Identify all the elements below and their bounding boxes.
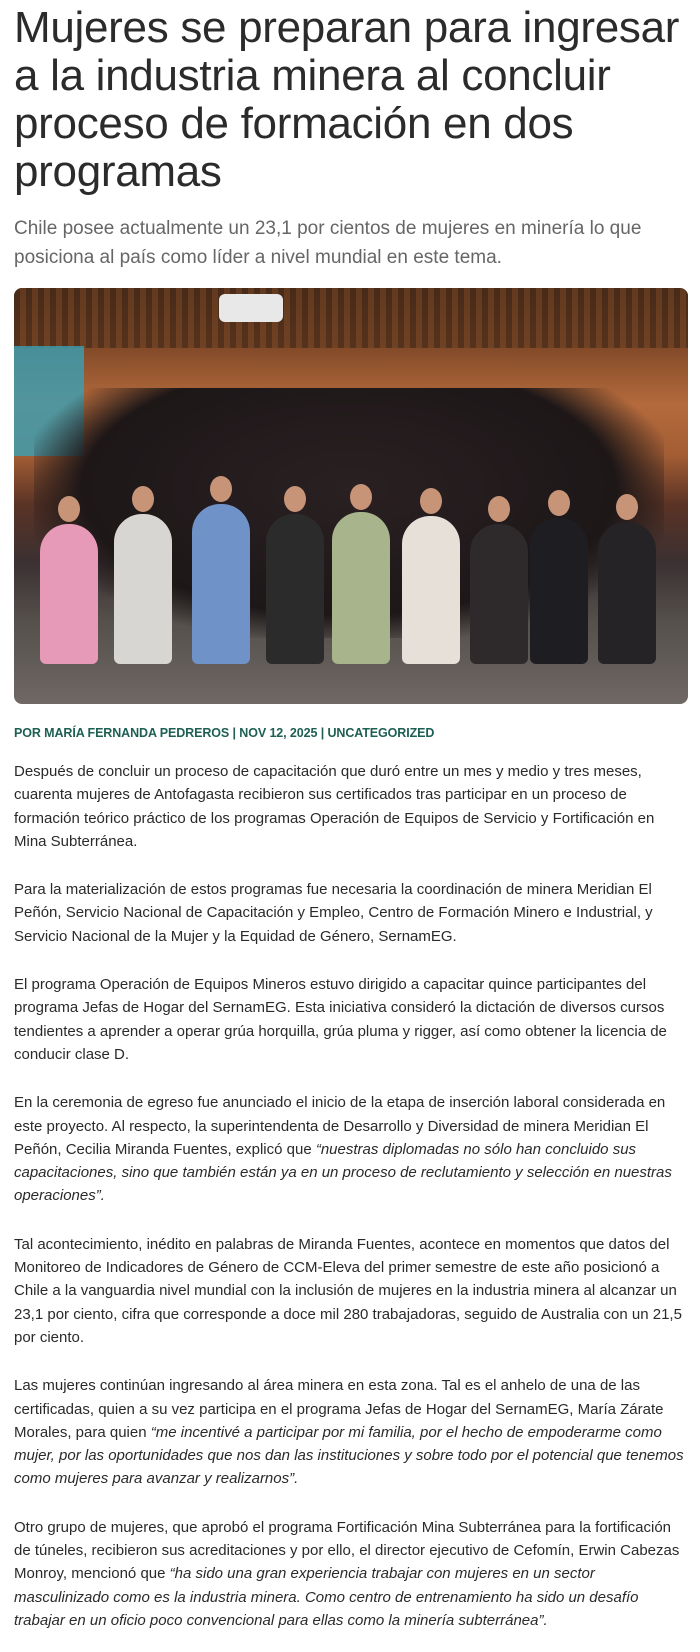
paragraph-quote: “nuestras diplomadas no sólo han concluido sus capacitaciones, sino que también están ya en un proceso de reclutamiento y selección en nuestras operaciones”. <box>14 1140 672 1205</box>
paragraph-text: En la ceremonia de egreso fue anunciado el inicio de la etapa de inserción laboral considerada en este proyecto. Al respecto, la superintendenta de Desarrollo y Diversidad de minera Meridian El Peñón, Cecilia Miranda Fuentes, explicó que <box>14 1094 666 1158</box>
paragraph <box>14 760 688 853</box>
paragraph <box>14 1233 688 1349</box>
photo-projector <box>219 294 283 322</box>
paragraph-text: Tal acontecimiento, inédito en palabras de Miranda Fuentes, acontece en momentos que datos del Monitoreo de Indicadores de Género de CCM-Eleva del primer semestre de este año posicionó a Chile a la vanguardia nivel mundial con la inclusión de mujeres en la industria minera al alcanzar un 23,1 por ciento, cifra que corresponde a doce mil 280 trabajadoras, seguido de Australia con un 21,5 por ciento. <box>14 1235 682 1346</box>
article-title: Mujeres se preparan para ingresar a la industria minera al concluir proceso de formación en dos programas <box>14 3 680 196</box>
article-meta <box>14 726 688 740</box>
article <box>0 4 700 1632</box>
paragraph <box>14 1091 688 1207</box>
category-link[interactable]: UNCATEGORIZED <box>327 726 435 740</box>
author-link[interactable]: POR MARÍA FERNANDA PEDREROS <box>14 726 230 740</box>
photo-person <box>114 514 172 664</box>
photo-person <box>598 522 656 664</box>
meta-separator: | <box>320 726 325 740</box>
article-subtitle: Chile posee actualmente un 23,1 por cientos de mujeres en minería lo que posiciona al país como líder a nivel mundial en este tema. <box>14 218 642 268</box>
paragraph-text: Después de concluir un proceso de capacitación que duró entre un mes y medio y tres meses, cuarenta mujeres de Antofagasta recibieron sus certificados tras participar en un proceso de formación teórico práctico de los programas Operación de Equipos de Servicio y Fortificación en Mina Subterránea. <box>14 763 655 850</box>
paragraph-quote: “me incentivé a participar por mi familia, por el hecho de empoderarme como mujer, por las oportunidades que nos dan las instituciones y sobre todo por el potencial que tenemos como mujeres para avanzar y realizarnos”. <box>14 1423 684 1488</box>
paragraph-text: Las mujeres continúan ingresando al área minera en esta zona. Tal es el anhelo de una de las certificadas, quien a su vez participa en el programa Jefas de Hogar del SernamEG, María Zárate Morales, para quien <box>14 1377 664 1441</box>
publish-date: NOV 12, 2025 <box>239 726 318 740</box>
meta-separator: | <box>232 726 236 740</box>
photo-person <box>402 516 460 664</box>
photo-ceiling <box>14 288 688 348</box>
paragraph-quote: “ha sido una gran experiencia trabajar con mujeres en un sector masculinizado como es la industria minera. Como centro de entrenamiento ha sido un desafío trabajar en un oficio poco convencional para ellas como la minería subterránea”. <box>14 1565 639 1629</box>
featured-photo <box>14 288 688 704</box>
paragraph <box>14 973 688 1066</box>
photo-person <box>266 514 324 664</box>
paragraph <box>14 1374 688 1490</box>
paragraph-text: Para la materialización de estos programas fue necesaria la coordinación de minera Meridian El Peñón, Servicio Nacional de Capacitación y Empleo, Centro de Formación Minero e Industrial, y Servicio Nacional de la Mujer y la Equidad de Género, SernamEG. <box>14 881 653 945</box>
paragraph-text: El programa Operación de Equipos Mineros estuvo dirigido a capacitar quince participantes del programa Jefas de Hogar del SernamEG. Esta iniciativa consideró la dictación de diversos cursos tendientes a aprender a operar grúa horquilla, grúa pluma y rigger, así como obtener la licencia de conducir clase D. <box>14 976 667 1063</box>
photo-person <box>192 504 250 664</box>
photo-person <box>332 512 390 664</box>
article-body <box>14 760 688 1632</box>
photo-person <box>470 524 528 664</box>
photo-person <box>530 518 588 664</box>
paragraph <box>14 878 688 948</box>
paragraph-text: Otro grupo de mujeres, que aprobó el programa Fortificación Mina Subterránea para la fortificación de túneles, recibieron sus acreditaciones y por ello, el director ejecutivo de Cefomín, Erwin Cabezas Monroy, mencionó que <box>14 1518 680 1583</box>
paragraph <box>14 1516 688 1632</box>
photo-person <box>40 524 98 664</box>
